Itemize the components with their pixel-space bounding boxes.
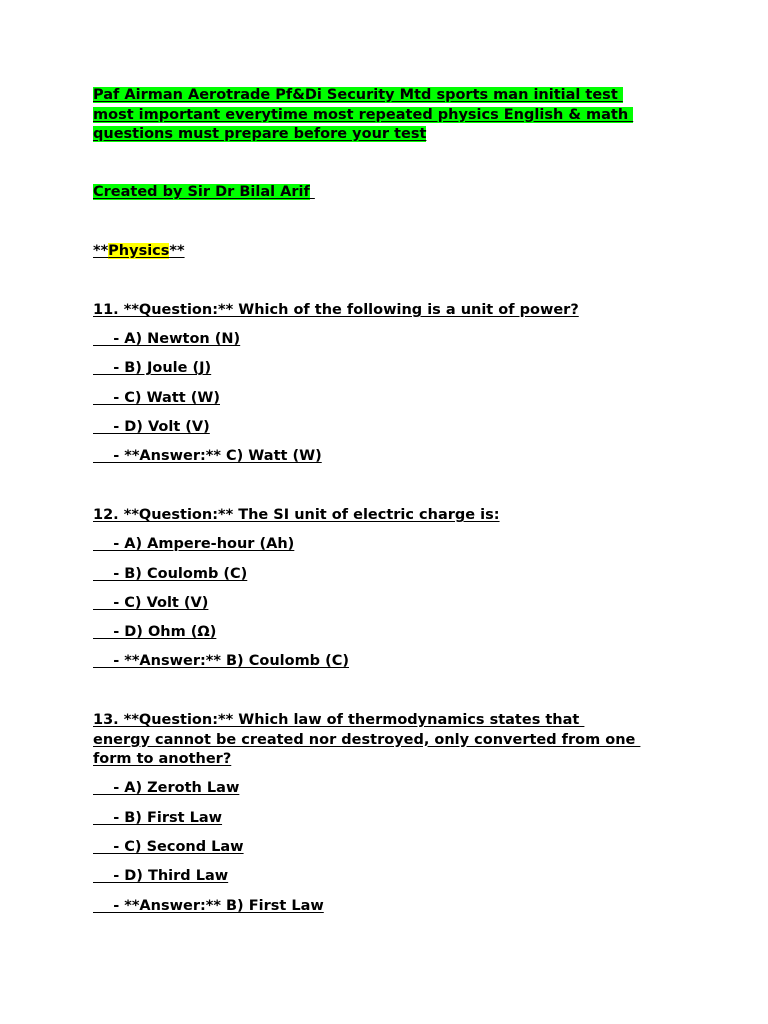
doc-title-line-2: most important everytime most repeated physics English & math bbox=[93, 106, 634, 123]
question-13-option-b: - B) First Law bbox=[93, 810, 223, 826]
doc-title-line-1: Paf Airman Aerotrade Pf&Di Security Mtd sports man initial test bbox=[93, 87, 623, 103]
question-11-option-d: - D) Volt (V) bbox=[93, 419, 210, 435]
question-12-option-b: - B) Coulomb (C) bbox=[93, 566, 248, 582]
doc-title-line-3: questions must prepare before your test bbox=[93, 126, 427, 142]
question-11-text: 11. **Question:** Which of the following is a unit of power? bbox=[93, 302, 579, 318]
question-13-text-line-3: form to another? bbox=[93, 751, 232, 767]
question-12-option-d: - D) Ohm (Ω) bbox=[93, 624, 217, 640]
question-13-answer: - **Answer:** B) First Law bbox=[93, 898, 324, 914]
question-12-answer: - **Answer:** B) Coulomb (C) bbox=[93, 653, 350, 669]
question-13-option-d: - D) Third Law bbox=[93, 868, 229, 884]
section-label: Physics bbox=[108, 243, 170, 259]
question-13-text-line-1: 13. **Question:** Which law of thermodynamics states that bbox=[93, 712, 585, 728]
question-12-option-c: - C) Volt (V) bbox=[93, 595, 209, 611]
question-11-option-c: - C) Watt (W) bbox=[93, 390, 220, 406]
question-11-answer: - **Answer:** C) Watt (W) bbox=[93, 448, 322, 464]
question-13-text-line-2: energy cannot be created nor destroyed, only converted from one bbox=[93, 731, 641, 748]
author-line: Created by Sir Dr Bilal Arif bbox=[93, 184, 310, 200]
question-13-option-a: - A) Zeroth Law bbox=[93, 780, 240, 796]
question-12-option-a: - A) Ampere-hour (Ah) bbox=[93, 536, 295, 552]
question-13-option-c: - C) Second Law bbox=[93, 839, 244, 855]
question-12-text: 12. **Question:** The SI unit of electric charge is: bbox=[93, 507, 500, 523]
question-11-option-b: - B) Joule (J) bbox=[93, 360, 212, 376]
question-11-option-a: - A) Newton (N) bbox=[93, 331, 241, 347]
section-heading: **Physics** bbox=[93, 243, 185, 259]
